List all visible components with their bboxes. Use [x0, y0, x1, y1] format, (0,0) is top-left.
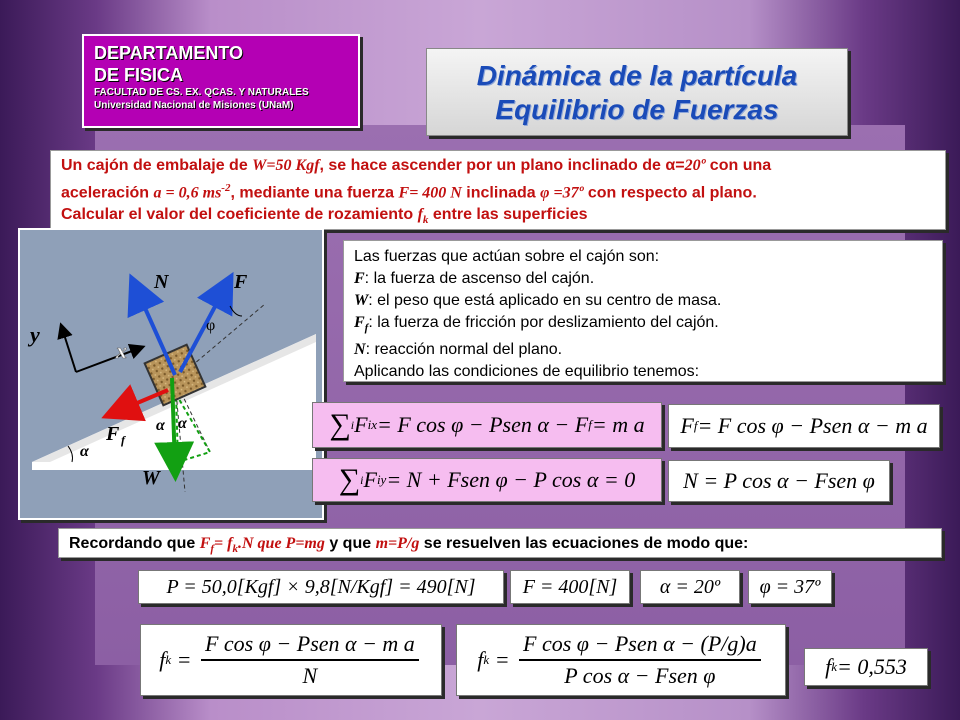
value-alpha: α = 20º	[640, 570, 740, 604]
force-f-item	[354, 268, 932, 290]
fk-sub: k	[831, 659, 838, 674]
force-f-symbol: F	[354, 270, 365, 287]
force-ff-item	[354, 312, 932, 339]
recall-text: Recordando que	[69, 535, 200, 552]
force-w-item	[354, 290, 932, 312]
forces-conclusion: Aplicando las condiciones de equilibrio tenemos:	[354, 363, 700, 381]
label-y-axis: y	[30, 322, 40, 347]
eq-text: F	[354, 412, 368, 437]
angle-value: 20º	[684, 157, 706, 174]
force-value: F= 400 N	[398, 184, 462, 202]
force-ff-subscript: f	[364, 322, 369, 335]
title-line2: Equilibrio de Fuerzas	[495, 94, 779, 125]
fk-sub: k	[165, 652, 172, 667]
x-axis	[76, 348, 140, 372]
label-normal: N	[154, 271, 169, 293]
fraction-numerator: F cos φ − Psen α − m a	[201, 631, 419, 661]
force-n-item	[354, 339, 932, 361]
equation-sum-x	[312, 402, 662, 448]
label-friction-sub: f	[121, 433, 125, 447]
recall-statement	[58, 528, 942, 558]
label-friction: F	[106, 423, 120, 445]
label-alpha-1: α	[156, 417, 165, 434]
recall-sub: f	[210, 543, 215, 556]
recall-symbol: .N que P=mg	[237, 535, 325, 552]
fk-subscript: k	[422, 214, 429, 227]
label-phi: φ	[206, 317, 216, 334]
fraction-denominator: P cos α − Fsen φ	[564, 663, 716, 688]
title-box	[426, 48, 848, 136]
weight-value: W=50 Kgf	[252, 157, 320, 174]
forces-description	[343, 240, 943, 382]
eq-sub: iy	[376, 472, 387, 487]
accel-exponent: -2	[221, 182, 231, 194]
university-line: Universidad Nacional de Misiones (UNaM)	[94, 100, 294, 111]
phi-arc	[230, 306, 242, 316]
forces-intro: Las fuerzas que actúan sobre el cajón son:	[354, 248, 660, 265]
result-fk	[804, 648, 928, 686]
value-p: P = 50,0[Kgf] × 9,8[N/Kgf] = 490[N]	[138, 570, 504, 604]
accel-value: a = 0,6 ms	[153, 184, 222, 202]
fk-symbol: f	[477, 647, 484, 672]
problem-text: Calcular el valor del coeficiente de rozamiento	[61, 206, 418, 224]
applied-force-vector	[180, 286, 226, 372]
fk-symbol: f	[159, 647, 166, 672]
force-n-text: : reacción normal del plano.	[365, 341, 563, 359]
eq-text: F	[363, 467, 377, 492]
eq-text: F	[680, 413, 694, 438]
eq-sub: f	[588, 417, 592, 432]
sum-symbol: ∑	[329, 408, 351, 441]
equation-n	[668, 460, 890, 502]
title-line1: Dinámica de la partícula	[476, 60, 798, 91]
problem-line2	[61, 177, 935, 204]
eq-sub: ix	[367, 417, 377, 432]
department-box	[82, 34, 360, 128]
problem-text: con una	[705, 157, 772, 174]
eq-sub: f	[693, 418, 698, 433]
problem-statement	[50, 150, 946, 230]
recall-symbol: F	[199, 535, 211, 552]
diagram-svg	[20, 230, 322, 518]
equation-sum-y	[312, 458, 662, 502]
result-value: = 0,553	[837, 654, 907, 679]
equation-ff	[668, 404, 940, 448]
fraction-numerator: F cos φ − Psen α − (P/g)a	[519, 631, 761, 661]
eq-text: = m a	[591, 412, 645, 437]
sum-symbol: ∑	[338, 463, 361, 496]
force-f-text: : la fuerza de ascenso del cajón.	[364, 270, 595, 287]
label-force: F	[234, 271, 248, 293]
department-line2: DE FISICA	[94, 65, 184, 85]
problem-text: con respecto al plano.	[583, 184, 757, 202]
problem-text: , se hace ascender por un plano inclinado de α=	[319, 157, 685, 174]
fraction-denominator: N	[302, 663, 318, 688]
recall-symbol: m=P/g	[375, 535, 420, 552]
recall-text: se resuelven las ecuaciones de modo que:	[419, 535, 749, 552]
problem-text: Un cajón de embalaje de	[61, 157, 253, 174]
free-body-diagram	[18, 228, 324, 520]
problem-text: inclinada	[461, 184, 541, 202]
label-weight: W	[142, 467, 160, 489]
value-phi: φ = 37º	[748, 570, 832, 604]
equals-sign: =	[489, 647, 516, 672]
value-f: F = 400[N]	[510, 570, 630, 604]
department-line1: DEPARTAMENTO	[94, 43, 244, 63]
force-n-symbol: N	[354, 341, 366, 359]
formula-fk-1	[140, 624, 442, 696]
label-x-axis: x	[116, 338, 127, 363]
force-ff-text: : la fuerza de fricción por deslizamiento del cajón.	[368, 314, 719, 331]
faculty-line: FACULTAD DE CS. EX. QCAS. Y NATURALES	[94, 87, 309, 98]
sum-index: i	[350, 417, 355, 432]
label-alpha-base: α	[80, 443, 89, 460]
label-alpha-2: α	[178, 415, 187, 432]
problem-text: entre las superficies	[428, 206, 588, 224]
eq-text: N = P cos α − Fsen φ	[683, 468, 875, 493]
fk-symbol: f	[825, 654, 832, 679]
formula-fk-2	[456, 624, 786, 696]
eq-text: = N + Fsen φ − P cos α = 0	[386, 467, 636, 492]
fraction	[201, 631, 419, 689]
force-w-symbol: W	[354, 292, 369, 309]
problem-line1	[61, 155, 935, 177]
recall-symbol: = f	[214, 535, 233, 552]
recall-text: y que	[324, 535, 376, 552]
eq-text: = F cos φ − Psen α − F	[376, 412, 589, 437]
fraction	[519, 631, 761, 689]
y-axis	[62, 328, 76, 372]
equals-sign: =	[171, 647, 197, 672]
sum-index: i	[360, 472, 364, 487]
force-ff-symbol: F	[354, 314, 365, 331]
fk-sub: k	[483, 652, 490, 667]
fk-symbol: f	[417, 206, 423, 224]
recall-sub: k	[232, 543, 238, 556]
problem-text: , mediante una fuerza	[230, 184, 399, 202]
force-w-text: : el peso que está aplicado en su centro de masa.	[368, 292, 722, 309]
phi-value: φ =37º	[540, 184, 584, 202]
eq-text: = F cos φ − Psen α − m a	[697, 413, 928, 438]
problem-text: aceleración	[61, 184, 154, 202]
